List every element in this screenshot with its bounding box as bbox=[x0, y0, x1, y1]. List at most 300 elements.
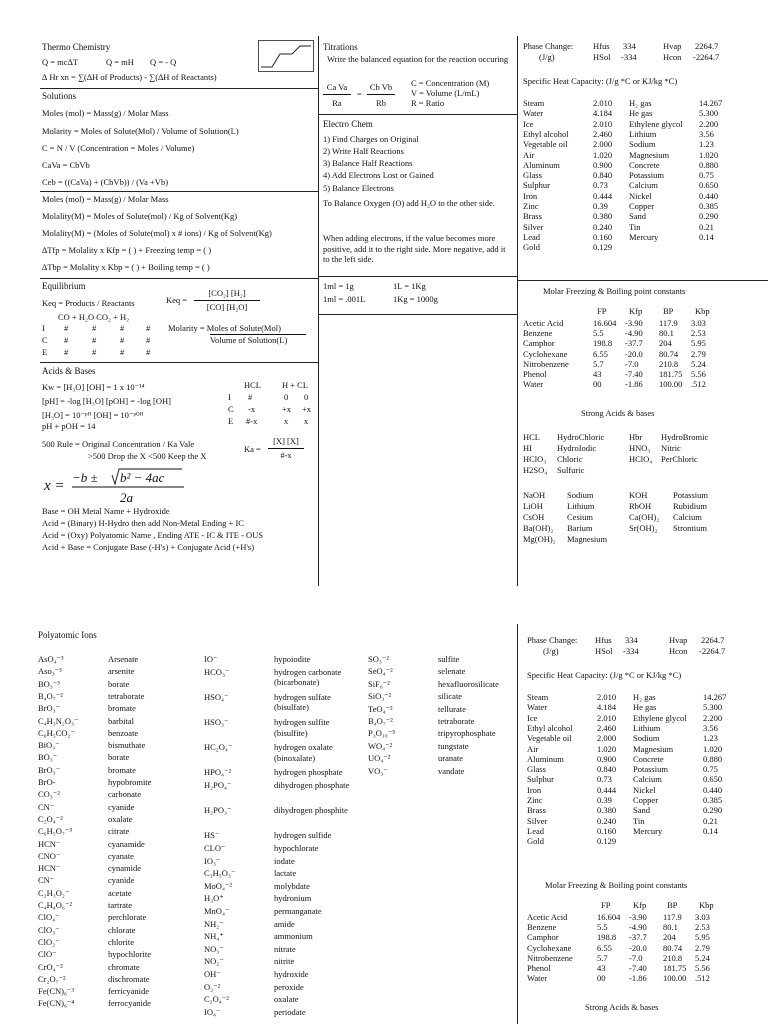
specific-heat-value: 0.840 bbox=[597, 764, 617, 775]
molar-fb-header: FP bbox=[597, 306, 607, 316]
phase-change-2 bbox=[527, 634, 757, 660]
titration-rhs-num: Cb Vb bbox=[369, 82, 393, 92]
acid-ice-cell: x bbox=[284, 416, 289, 426]
rule bbox=[40, 362, 318, 363]
electro-step: 4) Add Electrons Lost or Gained bbox=[323, 170, 434, 180]
acid-ice-cell: C bbox=[228, 404, 234, 414]
strong-acid-formula: HCL bbox=[523, 432, 540, 442]
specific-heat-material: Magnesium bbox=[629, 149, 670, 160]
strong-acid-formula: HNO₃ bbox=[629, 443, 651, 453]
molar-fb-solvent: Cyclohexane bbox=[523, 348, 568, 359]
strong-title: Strong Acids & bases bbox=[585, 1002, 659, 1012]
polyatomic-formula: Fe(CN)₆⁻³ bbox=[38, 986, 74, 997]
ice-cell: E bbox=[42, 347, 48, 357]
specific-heat-material: Silver bbox=[523, 221, 544, 232]
polyatomic-formula: HPO₄⁻² bbox=[204, 767, 232, 778]
molar-fb-solvent: Phenol bbox=[527, 963, 551, 973]
specific-heat-value: 2.010 bbox=[597, 692, 617, 702]
strong-base-formula: RbOH bbox=[629, 501, 652, 511]
hvap-value: 2264.7 bbox=[695, 41, 719, 51]
specific-heat-value: 0.14 bbox=[703, 825, 718, 836]
acid-ice-cell: -x bbox=[248, 404, 256, 414]
specific-heat-material: Magnesium bbox=[633, 743, 674, 754]
specific-heat-value: 0.650 bbox=[699, 180, 719, 191]
rule bbox=[318, 114, 517, 115]
molar-fb-value: 5.24 bbox=[691, 358, 706, 369]
polyatomic-name: sulfite bbox=[438, 654, 460, 664]
molar-fb-value: 2.53 bbox=[691, 328, 706, 339]
specific-heat-material: Vegetable oil bbox=[523, 139, 568, 150]
molar-fb-value: 80.74 bbox=[663, 942, 683, 953]
specific-heat-value: 0.440 bbox=[699, 190, 719, 201]
specific-heat-material: Air bbox=[527, 743, 539, 754]
rule bbox=[517, 280, 768, 281]
molar-fb-solvent: Acetic Acid bbox=[527, 912, 568, 922]
quadratic-formula bbox=[42, 466, 192, 506]
polyatomic-formula: CNO⁻ bbox=[38, 850, 61, 861]
polyatomic-name: chlorate bbox=[108, 924, 136, 935]
polyatomic-name: dischromate bbox=[108, 973, 150, 984]
polyatomic-formula: SeO₄⁻² bbox=[368, 666, 393, 677]
titration-lhs-bar bbox=[323, 94, 351, 95]
specific-heat-material: Brass bbox=[527, 805, 546, 816]
specific-heat-value: 0.39 bbox=[597, 795, 612, 805]
molar-fb-value: -3.90 bbox=[629, 912, 647, 922]
polyatomic-formula: HSO₃⁻ bbox=[204, 717, 229, 727]
polyatomic-name: hydrogen sulfide bbox=[274, 830, 332, 841]
strong-base-name: Cesium bbox=[567, 512, 593, 522]
electro-oxygen-note: To Balance Oxygen (O) add H₂O to the other side. bbox=[323, 198, 495, 208]
specific-heat-material: Steam bbox=[523, 98, 545, 108]
specific-heat-material: H₂ gas bbox=[633, 692, 656, 702]
acid-ice-cell: +x bbox=[302, 404, 312, 414]
polyatomic-formula: C₂H₃O₂⁻ bbox=[38, 887, 70, 898]
specific-heat-material: Steam bbox=[527, 692, 549, 702]
specific-heat-value: 0.444 bbox=[597, 784, 617, 795]
acid-ice-cell: # bbox=[248, 392, 253, 402]
hfus-value: 334 bbox=[623, 41, 636, 51]
molar-fb-solvent: Water bbox=[527, 973, 548, 984]
rule-500-line1: 500 Rule = Original Concentration / Ka Vale bbox=[42, 439, 195, 449]
acid-rule-line: Acid = (Oxy) Polyatomic Name , Ending ATE - IC & ITE - OUS bbox=[42, 530, 264, 540]
strong-acid-name: HydroBromic bbox=[661, 432, 709, 442]
molar-fb-solvent: Cyclohexane bbox=[527, 942, 572, 953]
polyatomic-name: cynamide bbox=[108, 863, 142, 874]
strong-acid-name: HydroIodic bbox=[557, 443, 597, 453]
svg-text:b² − 4ac: b² − 4ac bbox=[120, 470, 165, 485]
solutions-section bbox=[42, 90, 314, 190]
enthalpy-diagram-icon bbox=[258, 40, 314, 72]
specific-heat-material: Sulphur bbox=[523, 180, 550, 191]
polyatomic-formula: P₃O₁₀⁻⁵ bbox=[368, 728, 396, 739]
polyatomic-name: hydrogen sulfite (bisulfite) bbox=[274, 717, 330, 738]
molar-fb-header: FP bbox=[601, 900, 611, 910]
specific-heat-value: 5.300 bbox=[703, 702, 723, 713]
polyatomic-formula: SiO₃⁻² bbox=[368, 691, 392, 702]
acid-ice-cell: 0 bbox=[304, 392, 309, 402]
molar-fb-value: 6.55 bbox=[593, 348, 608, 359]
molar-fb-value: -7.40 bbox=[629, 963, 647, 973]
molar-fb-value: 16.604 bbox=[597, 912, 621, 922]
strong-acid-name: Chloric bbox=[557, 454, 583, 464]
specific-heat-value: 3.56 bbox=[703, 722, 718, 733]
specific-heat-material: Potassium bbox=[629, 170, 664, 181]
polyatomic-name: hypochlorite bbox=[108, 949, 151, 960]
specific-heat-value: 0.73 bbox=[597, 774, 612, 785]
polyatomic-formula: AsO₄⁻³ bbox=[38, 654, 64, 664]
specific-heat-value: 0.39 bbox=[593, 201, 608, 211]
phase-unit: (J/g) bbox=[539, 52, 555, 62]
specific-heat-material: Tin bbox=[633, 815, 645, 826]
acid-ice-cell: I bbox=[228, 392, 231, 402]
molar-fb-value: 198.8 bbox=[597, 932, 617, 943]
polyatomic-formula: Cr₂O₇⁻² bbox=[38, 973, 66, 984]
hvap-value: 2264.7 bbox=[701, 635, 725, 645]
polyatomic-name: tartrate bbox=[108, 900, 133, 910]
conversion: 1Kg = 1000g bbox=[393, 294, 438, 304]
phase-change bbox=[523, 40, 753, 66]
polyatomic-name: borate bbox=[108, 752, 130, 763]
polyatomic-name: tungstate bbox=[438, 740, 469, 751]
specific-heat-table bbox=[527, 692, 763, 872]
polyatomic-name: tetraborate bbox=[438, 716, 475, 726]
hcon-label: Hcon bbox=[669, 646, 688, 656]
polyatomic-name: bismuthate bbox=[108, 740, 146, 751]
specific-heat-material: Lithium bbox=[629, 128, 657, 139]
electro-step: 1) Find Charges on Original bbox=[323, 134, 419, 144]
polyatomic-formula: MnO₄⁻ bbox=[204, 906, 230, 916]
polyatomic-name: benzoate bbox=[108, 727, 139, 738]
polyatomic-formula: CN⁻ bbox=[38, 801, 55, 812]
specific-heat-material: Zinc bbox=[527, 795, 543, 805]
molar-fb-title: Molar Freezing & Boiling point constants bbox=[545, 880, 688, 890]
polyatomic-formula: Fe(CN)₆⁻⁴ bbox=[38, 998, 75, 1009]
polyatomic-name: tellurate bbox=[438, 703, 466, 714]
polyatomic-name: hydronium bbox=[274, 893, 312, 904]
molar-fb-solvent: Phenol bbox=[523, 369, 547, 379]
specific-heat-material: He gas bbox=[633, 702, 657, 713]
electro-electron-note: When adding electrons, if the value becomes more positive, add it to the right side. More negative, add it to the left side. bbox=[323, 233, 506, 265]
polyatomic-formula: BrO₃⁻ bbox=[38, 764, 61, 775]
polyatomic-formula: HCN⁻ bbox=[38, 838, 61, 849]
molar-fb-value: 43 bbox=[593, 369, 602, 379]
polyatomic-name: silicate bbox=[438, 691, 463, 702]
polyatomic-name: chlorite bbox=[108, 936, 134, 947]
polyatomic-formula: CN⁻ bbox=[38, 875, 55, 886]
specific-heat-value: 0.880 bbox=[699, 159, 719, 170]
polyatomic-formula: HSO₄⁻ bbox=[204, 691, 229, 702]
polyatomic-name: hypobromite bbox=[108, 777, 152, 787]
molar-fb-solvent: Benzene bbox=[523, 328, 553, 339]
ice-cell: C bbox=[42, 335, 48, 345]
hsol-label: HSol bbox=[595, 646, 613, 656]
polyatomic-col3 bbox=[368, 654, 516, 1024]
specific-heat-value: 0.290 bbox=[699, 211, 719, 222]
polyatomic-name: acetate bbox=[108, 887, 132, 898]
molar-fb-value: 181.75 bbox=[659, 369, 683, 379]
polyatomic-formula: IO₃⁻ bbox=[204, 855, 221, 866]
polyatomic-name: perchlorate bbox=[108, 912, 147, 923]
keq-numerator: [CO₂] [H₂] bbox=[208, 288, 246, 298]
keq-label: Keq = bbox=[166, 295, 188, 305]
molar-fb-value: 5.24 bbox=[695, 952, 710, 963]
electro-step: 3) Balance Half Reactions bbox=[323, 158, 413, 168]
molar-fb-value: 117.9 bbox=[663, 912, 682, 922]
specific-heat-value: 0.444 bbox=[593, 190, 613, 201]
molar-fb-value: 80.74 bbox=[659, 348, 679, 359]
thermo-eq1: Q = mc∆T bbox=[42, 57, 78, 67]
strong-base-formula: NaOH bbox=[523, 490, 546, 500]
specific-heat-material: Sulphur bbox=[527, 774, 554, 785]
polyatomic-name: ammonium bbox=[274, 931, 313, 942]
acid-rule-line: Base = OH Metal Name + Hydroxide bbox=[42, 506, 170, 516]
specific-heat-value: 0.900 bbox=[597, 753, 617, 764]
solutions-line: Molarity = Moles of Solute(Mol) / Volume of Solution(L) bbox=[42, 126, 239, 136]
molar-fb-value: 80.1 bbox=[663, 922, 678, 933]
acid-ice-cell: x bbox=[304, 416, 309, 426]
divider-left bbox=[318, 36, 319, 586]
acid-ice-cell: 0 bbox=[284, 392, 289, 402]
titration-equals: = bbox=[357, 89, 362, 99]
polyatomic-name: carbonate bbox=[108, 789, 142, 800]
polyatomic-formula: HCO₃⁻ bbox=[204, 666, 230, 677]
specific-heat-material: Mercury bbox=[629, 231, 659, 242]
polyatomic-formula: O₂⁻² bbox=[204, 981, 221, 992]
molar-fb-value: -4.90 bbox=[629, 922, 647, 933]
specific-heat-value: 0.75 bbox=[703, 764, 718, 775]
polyatomic-formula: CO₃⁻² bbox=[38, 789, 60, 800]
polyatomic-name: arsenite bbox=[108, 666, 135, 677]
specific-heat-value: 2.200 bbox=[703, 712, 723, 723]
polyatomic-name: barbital bbox=[108, 715, 134, 726]
specific-heat-value: 2.460 bbox=[593, 128, 613, 139]
strong-base-formula: Ca(OH)₂ bbox=[629, 512, 660, 522]
ice-cell: # bbox=[120, 347, 125, 357]
polyatomic-name: hydrogen phosphate bbox=[274, 767, 343, 778]
ice-cell: # bbox=[92, 323, 97, 333]
specific-heat-value: 1.020 bbox=[703, 743, 723, 754]
strong-base-formula: Sr(OH)₂ bbox=[629, 523, 658, 533]
specific-heat-value: 0.380 bbox=[593, 211, 613, 222]
molar-fb-value: -1.86 bbox=[629, 973, 647, 984]
specific-heat-material: Brass bbox=[523, 211, 542, 222]
hsol-value: -334 bbox=[623, 646, 639, 656]
polyatomic-formula: BrO- bbox=[38, 777, 56, 787]
specific-heat-value: 2.010 bbox=[593, 118, 613, 129]
molar-fb-value: -3.90 bbox=[625, 318, 643, 328]
polyatomic-name: tripyrophosphate bbox=[438, 728, 496, 739]
specific-heat-material: Water bbox=[523, 108, 544, 119]
ph-line: [pH] = -log [H₃O] [pOH] = -log [OH] bbox=[42, 396, 171, 406]
specific-heat-material: Tin bbox=[629, 221, 641, 232]
solutions-title: Solutions bbox=[42, 91, 77, 101]
rule bbox=[40, 88, 318, 89]
specific-heat-material: Iron bbox=[527, 784, 542, 795]
electro-title: Electro Chem bbox=[323, 119, 373, 129]
polyatomic-formula: C₂O₄⁻² bbox=[38, 813, 63, 824]
specific-heat-material: Mercury bbox=[633, 825, 663, 836]
molar-fb-value: -7.0 bbox=[629, 952, 643, 963]
polyatomic-name: hydrogen sulfate (bisulfate) bbox=[274, 691, 331, 713]
solutions-line: Ceb = ((CaVa) + (CbVb)) / (Va +Vb) bbox=[42, 177, 169, 187]
molar-fb-value: 204 bbox=[663, 932, 676, 943]
titrations-section bbox=[323, 40, 513, 112]
polyatomic-name: periodate bbox=[274, 1006, 306, 1017]
specific-heat-value: 0.650 bbox=[703, 774, 723, 785]
molar-fb-value: .512 bbox=[691, 379, 706, 390]
molar-fb-value: 100.00 bbox=[663, 973, 687, 984]
ice-cell: # bbox=[146, 323, 151, 333]
strong-base-name: Rubidium bbox=[673, 501, 708, 511]
polyatomic-formula: MoO₄⁻² bbox=[204, 880, 232, 891]
keq-fraction-bar bbox=[194, 300, 260, 301]
polyatomic-formula: VO₃⁻ bbox=[368, 765, 388, 776]
hfus-value: 334 bbox=[625, 635, 638, 645]
phase-unit: (J/g) bbox=[543, 646, 559, 656]
ice-cell: # bbox=[92, 335, 97, 345]
specific-heat-material: Zinc bbox=[523, 201, 539, 211]
molar-fb-table bbox=[523, 306, 763, 406]
molar-fb-value: 210.8 bbox=[659, 358, 679, 369]
molar-fb-value: 5.95 bbox=[695, 932, 710, 943]
strong-acid-formula: HI bbox=[523, 443, 532, 453]
polyatomic-formula: NH₂⁻ bbox=[204, 918, 224, 929]
polyatomic-formula: WO₄⁻² bbox=[368, 740, 393, 751]
specific-heat-material: Gold bbox=[527, 836, 544, 847]
molar-fb-header: Kbp bbox=[695, 306, 710, 316]
thermo-title: Thermo Chemistry bbox=[42, 42, 111, 52]
specific-heat-material: Air bbox=[523, 149, 535, 160]
conversion: 1ml = 1g bbox=[323, 281, 354, 291]
polyatomic-name: cyanide bbox=[108, 801, 135, 812]
strong-base-name: Lithium bbox=[567, 501, 595, 511]
specific-heat-value: 0.290 bbox=[703, 805, 723, 816]
polyatomic-formula: UO₄⁻² bbox=[368, 753, 391, 764]
polyatomic-name: amide bbox=[274, 918, 295, 929]
molar-fb-table bbox=[527, 900, 763, 1000]
polyatomic-formula: CLO⁻ bbox=[204, 843, 226, 853]
titration-lhs-num: Ca Va bbox=[326, 82, 348, 92]
strong-base-formula: Ba(OH)₂ bbox=[523, 523, 554, 533]
molar-fb-section bbox=[523, 284, 763, 404]
polyatomic-formula: HS⁻ bbox=[204, 830, 220, 841]
titration-rhs-den: Rb bbox=[376, 98, 386, 108]
polyatomic-name: Arsenate bbox=[108, 654, 139, 664]
molar-fb-value: 00 bbox=[593, 379, 602, 390]
polyatomic-name: iodate bbox=[274, 855, 295, 866]
specific-heat-material: Gold bbox=[523, 242, 540, 253]
specific-heat-material: Concrete bbox=[629, 159, 660, 170]
specific-heat-material: Ice bbox=[523, 118, 534, 129]
strong-base-name: Sodium bbox=[567, 490, 594, 500]
divider-right bbox=[517, 36, 518, 586]
molality-section bbox=[42, 193, 314, 281]
equilibrium-title: Equilibrium bbox=[42, 281, 86, 291]
strong-base-name: Calcium bbox=[673, 512, 702, 522]
molar-fb-value: 2.53 bbox=[695, 922, 710, 933]
polyatomic-name: oxalate bbox=[108, 813, 133, 824]
molar-fb-value: 210.8 bbox=[663, 952, 683, 963]
polyatomic-name: cyanamide bbox=[108, 838, 145, 849]
molar-fb-value: 2.79 bbox=[691, 348, 706, 359]
specific-heat-section-2 bbox=[527, 670, 763, 870]
molar-fb-solvent: Water bbox=[523, 379, 544, 390]
polyatomic-name: cyanate bbox=[108, 850, 134, 861]
titration-legend: V = Volume (L/mL) bbox=[411, 88, 480, 98]
polyatomic-name: hydrogen oxalate (binoxalate) bbox=[274, 742, 333, 763]
molarity-text: Molarity = Moles of Solute(Mol) bbox=[168, 323, 281, 333]
acids-section bbox=[42, 364, 314, 554]
specific-heat-material: Lead bbox=[523, 231, 540, 242]
molar-fb-header: BP bbox=[667, 900, 678, 910]
polyatomic-formula: C₄H₄O₆⁻² bbox=[38, 900, 72, 910]
rule bbox=[318, 276, 517, 277]
polyatomic-name: lactate bbox=[274, 868, 297, 879]
specific-heat-material: Aluminum bbox=[527, 753, 564, 764]
molar-fb-value: 3.03 bbox=[695, 912, 710, 922]
molar-fb-value: 181.75 bbox=[663, 963, 687, 973]
specific-heat-title: Specific Heat Capacity: (J/g *C or KJ/kg *C) bbox=[523, 76, 678, 86]
specific-heat-material: Ethylene glycol bbox=[629, 118, 683, 129]
molar-fb-value: 5.56 bbox=[691, 369, 706, 379]
molar-fb-value: 5.5 bbox=[593, 328, 604, 339]
polyatomic-formula: OH⁻ bbox=[204, 969, 221, 979]
electro-step: 2) Write Half Reactions bbox=[323, 146, 404, 156]
molar-fb-value: 5.56 bbox=[695, 963, 710, 973]
molar-fb-value: 5.5 bbox=[597, 922, 608, 933]
specific-heat-material: Ice bbox=[527, 712, 538, 723]
hvap-label: Hvap bbox=[669, 635, 688, 645]
specific-heat-value: 4.184 bbox=[597, 702, 617, 713]
specific-heat-value: 0.380 bbox=[597, 805, 617, 816]
hsol-value: -334 bbox=[621, 52, 637, 62]
strong-acid-name: Nitric bbox=[661, 443, 681, 453]
electro-step: 5) Balance Electrons bbox=[323, 183, 394, 193]
polyatomic-formula: IO₄⁻ bbox=[204, 1006, 221, 1017]
specific-heat-material: Lithium bbox=[633, 722, 661, 733]
polyatomic-formula: C₄H₃N₂O₃⁻ bbox=[38, 715, 79, 726]
polyatomic-formula: ClO⁻ bbox=[38, 949, 57, 960]
ice-cell: # bbox=[64, 347, 69, 357]
specific-heat-material: He gas bbox=[629, 108, 653, 119]
strong-acid-formula: H2SO₄ bbox=[523, 465, 548, 475]
polyatomic-formula: BiO₃⁻ bbox=[38, 740, 60, 751]
specific-heat-material: Iron bbox=[523, 190, 538, 201]
polyatomic-name: uranate bbox=[438, 753, 464, 764]
ice-cell: # bbox=[120, 335, 125, 345]
ka-numerator: [X] [X] bbox=[273, 436, 299, 446]
molar-fb-section-2 bbox=[527, 878, 763, 998]
molar-fb-value: -20.0 bbox=[629, 942, 647, 953]
svg-text:2a: 2a bbox=[120, 490, 133, 505]
specific-heat-value: 14.267 bbox=[703, 692, 727, 702]
polyatomic-name: cyanide bbox=[108, 875, 135, 886]
molar-fb-value: -7.0 bbox=[625, 358, 639, 369]
specific-heat-value: 2.000 bbox=[593, 139, 613, 150]
molar-fb-solvent: Camphor bbox=[527, 932, 559, 943]
polyatomic-col2 bbox=[204, 654, 364, 1024]
polyatomic-formula: SO₃⁻² bbox=[368, 654, 389, 664]
polyatomic-formula: H₂PO₄⁻ bbox=[204, 780, 232, 790]
specific-heat-table bbox=[523, 98, 763, 278]
molar-fb-value: -37.7 bbox=[629, 932, 647, 943]
rule bbox=[40, 191, 318, 192]
molar-fb-value: 3.03 bbox=[691, 318, 706, 328]
polyatomic-name: molybdate bbox=[274, 880, 310, 891]
ice-cell: # bbox=[120, 323, 125, 333]
molar-fb-solvent: Acetic Acid bbox=[523, 318, 564, 328]
acid-ice-cell: E bbox=[228, 416, 234, 426]
